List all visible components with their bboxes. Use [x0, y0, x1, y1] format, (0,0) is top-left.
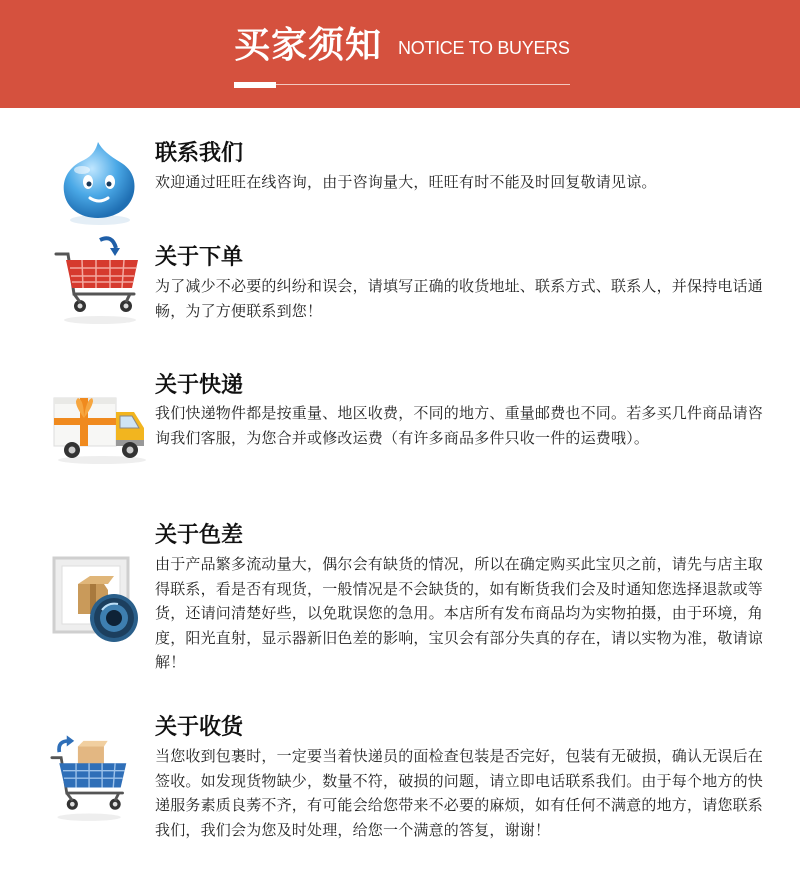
banner-underline	[234, 84, 570, 85]
delivery-truck-icon	[50, 378, 150, 474]
section-body: 欢迎通过旺旺在线咨询，由于咨询量大，旺旺有时不能及时回复敬请见谅。	[155, 173, 657, 191]
section-title: 关于色差	[155, 523, 244, 548]
banner-accent-bar	[234, 82, 276, 88]
shopping-cart-icon	[50, 232, 146, 328]
section-title: 联系我们	[155, 141, 244, 166]
section-body: 为了减少不必要的纠纷和误会，请填写正确的收货地址、联系方式、联系人，并保持电话通畅，为了方便联系到您！	[155, 277, 764, 320]
section-body: 我们快递物件都是按重量、地区收费，不同的地方、重量邮费也不同。若多买几件商品请咨询我们客服，为您合并或修改运费（有许多商品多件只收一件的运费哦）。	[155, 404, 764, 447]
page-subtitle: NOTICE TO BUYERS	[398, 38, 570, 58]
section-title: 关于下单	[155, 245, 244, 270]
wangwang-chat-icon	[50, 136, 146, 232]
cart-with-package-icon	[50, 732, 130, 828]
photo-frame-icon	[50, 554, 146, 650]
section-title: 关于快递	[155, 373, 244, 398]
header-banner	[0, 0, 800, 108]
page-title: 买家须知	[234, 25, 383, 66]
section-title: 关于收货	[155, 715, 244, 740]
section-body: 由于产品繁多流动量大，偶尔会有缺货的情况，所以在确定购买此宝贝之前，请先与店主取得联系，看是否有现货，一般情况是不会缺货的，如有断货我们会及时通知您选择退款或等货，还请问清楚好些，以免耽误您的急用。本店所有发布商品均为实物拍摄，由于环境，角度，阳光直射，显示器新旧色差的影响，宝贝会有部分失真的存在，请以实物为准，敬请谅解！	[155, 555, 764, 671]
section-body: 当您收到包裹时，一定要当着快递员的面检查包装是否完好，包装有无破损，确认无误后在签收。如发现货物缺少，数量不符，破损的问题，请立即电话联系我们。由于每个地方的快递服务素质良莠不齐，有可能会给您带来不必要的麻烦，如有任何不满意的地方，请您联系我们，我们会为您及时处理，给您一个满意的答复，谢谢！	[155, 747, 764, 839]
